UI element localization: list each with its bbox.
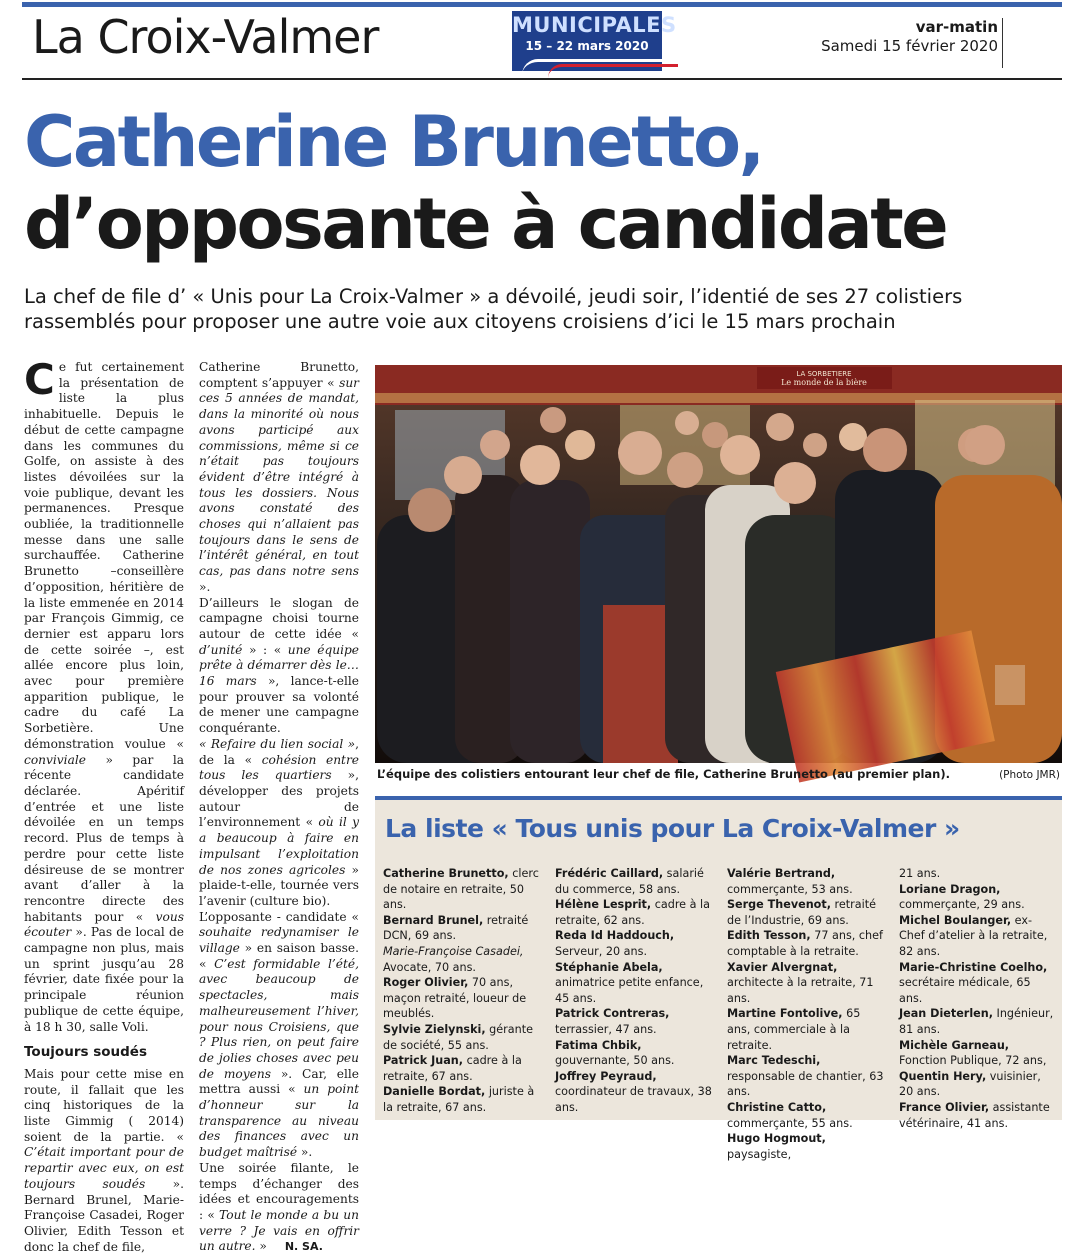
candidate-description: secrétaire médicale, 65 ans.: [899, 976, 1031, 1005]
candidate-name: France Olivier,: [899, 1100, 990, 1114]
candidate-description: 77 ans, chef comptable à la retraite.: [727, 929, 883, 958]
header-divider: [1002, 18, 1003, 68]
text-run: Mais pour cette mise en route, il fallait que les cinq historiques de la liste Gimmig ( 2014) soient de la partie. «: [24, 1066, 184, 1144]
candidate-description: gérante de société, 55 ans.: [383, 1022, 533, 1052]
candidate-name: Quentin Hery,: [899, 1069, 987, 1083]
candidate-entry: [555, 1038, 713, 1069]
candidate-name: Loriane Dragon,: [899, 882, 1001, 896]
candidate-entry: [899, 866, 1057, 882]
candidate-description: assistante vétérinaire, 41 ans.: [899, 1100, 1050, 1130]
candidate-name: Marie-Françoise Casadei,: [383, 944, 524, 958]
candidate-name: Christine Catto,: [727, 1100, 827, 1114]
candidate-description: Serveur, 20 ans.: [555, 944, 648, 958]
candidate-entry: [727, 866, 885, 897]
candidate-name: Marie-Christine Coelho,: [899, 960, 1048, 974]
candidate-name: Valérie Bertrand,: [727, 867, 836, 880]
quote-run: une équipe prête à démarrer dès le…16 mars: [199, 642, 360, 689]
candidate-name: Joffrey Peyraud,: [555, 1069, 657, 1083]
quote-run: « Refaire du lien social »: [199, 736, 356, 751]
article-paragraph: [199, 910, 359, 1161]
text-run: ». Pas de local de campagne non plus, mais un sprint jusqu’au 28 février, date fixée pour la principale réunion publique de cette équipe, à 18 h 30, salle Voli.: [24, 925, 184, 1034]
article-paragraph: [199, 360, 359, 596]
candidate-list-box: [375, 796, 1062, 1161]
candidate-entry: [383, 944, 541, 975]
text-run: »: [255, 1239, 267, 1254]
candidate-entry: [555, 1006, 713, 1037]
text-run: ».: [297, 1145, 313, 1160]
logo-red-stripe: [548, 64, 678, 78]
candidate-name: Martine Fontolive,: [727, 1007, 843, 1021]
text-run: ». Car, elle mettra aussi «: [199, 1066, 360, 1097]
candidate-description: coordinateur de travaux, 38 ans.: [555, 1085, 712, 1114]
candidate-name: Fatima Chbik,: [555, 1038, 642, 1052]
article-subhead: Toujours soudés: [24, 1044, 147, 1061]
candidate-entry: [899, 882, 1057, 913]
article-paragraph: [24, 1067, 184, 1255]
candidate-description: cadre à la retraite, 67 ans.: [383, 1054, 522, 1083]
drop-cap: C: [24, 355, 55, 404]
candidate-name: Stéphanie Abela,: [555, 960, 663, 974]
text-run: », lance-t-elle pour prouver sa volonté de mener une campagne conquérante.: [199, 674, 359, 736]
logo-dates: 15 – 22 mars 2020: [525, 39, 649, 53]
text-run: ».: [199, 579, 211, 594]
newspaper-name: var-matin: [915, 18, 998, 36]
candidate-column-2: [555, 866, 713, 1116]
candidate-entry: [383, 1084, 541, 1115]
photo-credit: (Photo JMR): [999, 769, 1060, 781]
candidate-description: commerçante, 29 ans.: [899, 898, 1025, 912]
candidate-entry: [555, 1069, 713, 1116]
candidate-description: cadre à la retraite, 62 ans.: [555, 898, 710, 927]
quote-run: C’est formidable l’été, avec beaucoup de spectacles, mais malheureusement l’hiver, pour nous Croisiens, que ? Plus rien, on peut faire de jolies choses avec peu de moyens: [199, 956, 359, 1081]
candidate-name: Michèle Garneau,: [899, 1038, 1010, 1052]
candidate-description: clerc de notaire en retraite, 50 ans.: [383, 867, 539, 912]
author-signature: N. SA.: [284, 1240, 323, 1254]
quote-run: d’unité: [199, 642, 243, 657]
candidate-description: salarié du commerce, 58 ans.: [555, 867, 704, 896]
candidate-description: 70 ans, maçon retraité, loueur de meublés.: [383, 976, 527, 1021]
text-run: , de la «: [199, 736, 359, 767]
candidate-entry: [727, 1006, 885, 1053]
candidate-description: ex-Chef d’atelier à la retraite, 82 ans.: [899, 913, 1048, 958]
quote-run: un point d’honneur sur la transparence au niveau des finances avec un budget maîtrisé: [199, 1082, 359, 1160]
candidate-list-title: La liste « Tous unis pour La Croix-Valmer »: [385, 814, 960, 843]
text-run: », développer des projets autour de l’environnement «: [199, 768, 359, 830]
candidate-entry: [555, 928, 713, 959]
candidate-name: Marc Tedeschi,: [727, 1054, 821, 1068]
candidate-description: Fonction Publique, 72 ans,: [899, 1054, 1047, 1068]
candidate-description: retraité DCN, 69 ans.: [383, 913, 529, 943]
headline-line-1: Catherine Brunetto,: [24, 101, 763, 183]
candidate-entry: [383, 1053, 541, 1084]
candidate-description: gouvernante, 50 ans.: [555, 1054, 675, 1068]
candidate-entry: [899, 1069, 1057, 1100]
text-run: Catherine Brunetto, comptent s’appuyer «: [199, 360, 359, 390]
quote-run: sur ces 5 années de mandat, dans la minorité où nous avons participé aux commissions, même si ce n’était pas toujours évident d’être intégré à tous les dossiers. Nous avons constaté des choses qui n’allaient pas toujours dans le sens de l’intérêt général, en tout cas, pas dans notre sens: [199, 375, 359, 579]
candidate-entry: [727, 897, 885, 928]
candidate-entry: [727, 928, 885, 959]
candidate-name: Patrick Contreras,: [555, 1007, 670, 1021]
candidate-entry: [555, 897, 713, 928]
article-paragraph: [24, 355, 184, 1035]
candidate-description: 21 ans.: [899, 867, 941, 880]
candidate-name: Catherine Brunetto,: [383, 867, 509, 880]
cafe-sign-line-2: Le monde de la bière: [781, 378, 867, 387]
text-run: D’ailleurs le slogan de campagne choisi tourne autour de cette idée «: [199, 595, 359, 641]
candidate-description: juriste à la retraite, 67 ans.: [383, 1085, 535, 1114]
candidate-entry: [727, 960, 885, 1007]
candidate-description: paysagiste,: [727, 1147, 792, 1161]
candidate-name: Patrick Juan,: [383, 1054, 464, 1068]
candidate-name: Frédéric Caillard,: [555, 867, 664, 880]
article-paragraph: [199, 737, 359, 910]
article-paragraph: [199, 1161, 359, 1255]
candidate-entry: [899, 1100, 1057, 1131]
text-run: » en saison basse. «: [199, 941, 359, 971]
candidate-name: Edith Tesson,: [727, 929, 811, 943]
candidate-name: Jean Dieterlen,: [899, 1007, 993, 1021]
issue-date: Samedi 15 février 2020: [821, 37, 998, 55]
candidate-entry: [727, 1053, 885, 1100]
group-photo-illustration: [375, 365, 1062, 763]
candidate-entry: [383, 913, 541, 944]
candidate-name: Michel Boulanger,: [899, 913, 1012, 927]
candidate-description: vuisinier, 20 ans.: [899, 1069, 1041, 1099]
quote-run: Tout le monde a bu un verre ? Je vais en offrir un autre.: [199, 1207, 359, 1254]
article-paragraph: [199, 596, 359, 737]
quote-run: conviviale: [24, 752, 86, 767]
candidate-entry: [899, 960, 1057, 1007]
candidate-name: Xavier Alvergnat,: [727, 960, 838, 974]
candidate-column-4: [899, 866, 1057, 1131]
glass: [995, 665, 1025, 705]
candidate-entry: [555, 866, 713, 897]
candidate-description: Avocate, 70 ans.: [383, 960, 476, 974]
candidate-description: commerçante, 55 ans.: [727, 1116, 853, 1130]
header-rule: [22, 78, 1062, 80]
candidate-description: commerçante, 53 ans.: [727, 882, 853, 896]
candidate-column-1: [383, 866, 541, 1116]
text-run: » plaide-t-elle, tournée vers l’avenir (culture bio).: [199, 862, 359, 908]
candidate-name: Hugo Hogmout,: [727, 1132, 826, 1146]
cafe-sign-line-1: LA SORBETIERE: [796, 370, 852, 378]
article-column-1: [24, 355, 184, 1255]
candidate-description: architecte à la retraite, 71 ans.: [727, 976, 874, 1005]
candidate-description: responsable de chantier, 63 ans.: [727, 1069, 884, 1099]
logo-title: MUNICIPALES: [512, 13, 677, 37]
candidate-entry: [383, 1022, 541, 1053]
top-color-bar: [22, 2, 1062, 7]
candidate-entry: [383, 975, 541, 1022]
article-column-2: [199, 360, 359, 1255]
candidate-name: Serge Thevenot,: [727, 898, 831, 912]
candidate-entry: [383, 866, 541, 913]
candidate-description: retraité de l’Industrie, 69 ans.: [727, 898, 876, 927]
candidate-name: Reda Id Haddouch,: [555, 929, 675, 943]
municipales-logo: [512, 11, 677, 71]
candidate-description: Ingénieur, 81 ans.: [899, 1007, 1054, 1036]
text-run: » : «: [242, 642, 288, 657]
quote-run: vous écouter: [24, 909, 184, 940]
candidate-name: Roger Olivier,: [383, 976, 469, 990]
candidate-name: Sylvie Zielynski,: [383, 1022, 486, 1036]
text-run: Une soirée filante, le temps d’échanger des idées et encouragements : «: [199, 1160, 359, 1222]
text-run: » par la récente candidate déclarée. Apéritif d’entrée et une liste dévoilée en un temps record. Plus de temps à perdre pour cette liste désireuse de se montrer avant d’aller à la rencontre directe des habitants pour «: [24, 752, 184, 924]
commune-name: La Croix-Valmer: [32, 10, 379, 64]
candidate-entry: [727, 1100, 885, 1131]
candidate-column-3: [727, 866, 885, 1162]
candidate-description: 65 ans, commerciale à la retraite.: [727, 1007, 861, 1052]
quote-run: souhaite redynamiser le village: [199, 925, 359, 956]
quote-run: cohésion entre tous les quartiers: [199, 752, 359, 783]
text-run: e fut certainement la présentation de liste la plus inhabituelle. Depuis le début de cette campagne dans les communes du Golfe, on assiste à des listes dévoilées sur la voie publique, devant les permanences. Presque oubliée, la traditionnelle messe dans une salle surchauffée. Catherine Brunetto –conseillère d’opposition, héritière de la liste emmenée en 2014 par François Gimmig, ce dernier est apparu lors de cette soirée –, est allée encore plus loin, avec pour première apparition publique, le cadre du café La Sorbetière. Une démonstration voulue «: [24, 360, 184, 751]
candidate-description: terrassier, 47 ans.: [555, 1022, 657, 1036]
candidate-entry: [555, 960, 713, 1007]
candidate-name: Bernard Brunel,: [383, 913, 484, 927]
candidate-name: Hélène Lesprit,: [555, 898, 652, 912]
candidate-entry: [899, 1038, 1057, 1069]
candidate-entry: [899, 913, 1057, 960]
quote-run: C’était important pour de repartir avec eux, on est toujours soudés: [24, 1145, 184, 1191]
text-run: ». Bernard Brunel, Marie-Françoise Casadei, Roger Olivier, Edith Tesson et donc la chef de file,: [24, 1176, 184, 1254]
lede-paragraph: La chef de file d’ « Unis pour La Croix-Valmer » a dévoilé, jeudi soir, l’identié de ses 27 colistiers rassemblés pour proposer une autre voie aux citoyens croisiens d’ici le 15 mars prochain: [24, 285, 963, 333]
quote-run: où il y a beaucoup à faire en impulsant l’exploitation de nos zones agricoles: [199, 815, 359, 877]
text-run: L’opposante - candidate «: [199, 909, 359, 924]
candidate-entry: [727, 1131, 885, 1162]
candidate-description: animatrice petite enfance, 45 ans.: [555, 976, 704, 1005]
candidate-entry: [899, 1006, 1057, 1037]
headline-line-2: d’opposante à candidate: [24, 183, 947, 265]
photo-caption: L’équipe des colistiers entourant leur chef de file, Catherine Brunetto (au premier plan).: [377, 767, 950, 781]
candidate-name: Danielle Bordat,: [383, 1085, 486, 1099]
group-photo: [375, 365, 1062, 763]
